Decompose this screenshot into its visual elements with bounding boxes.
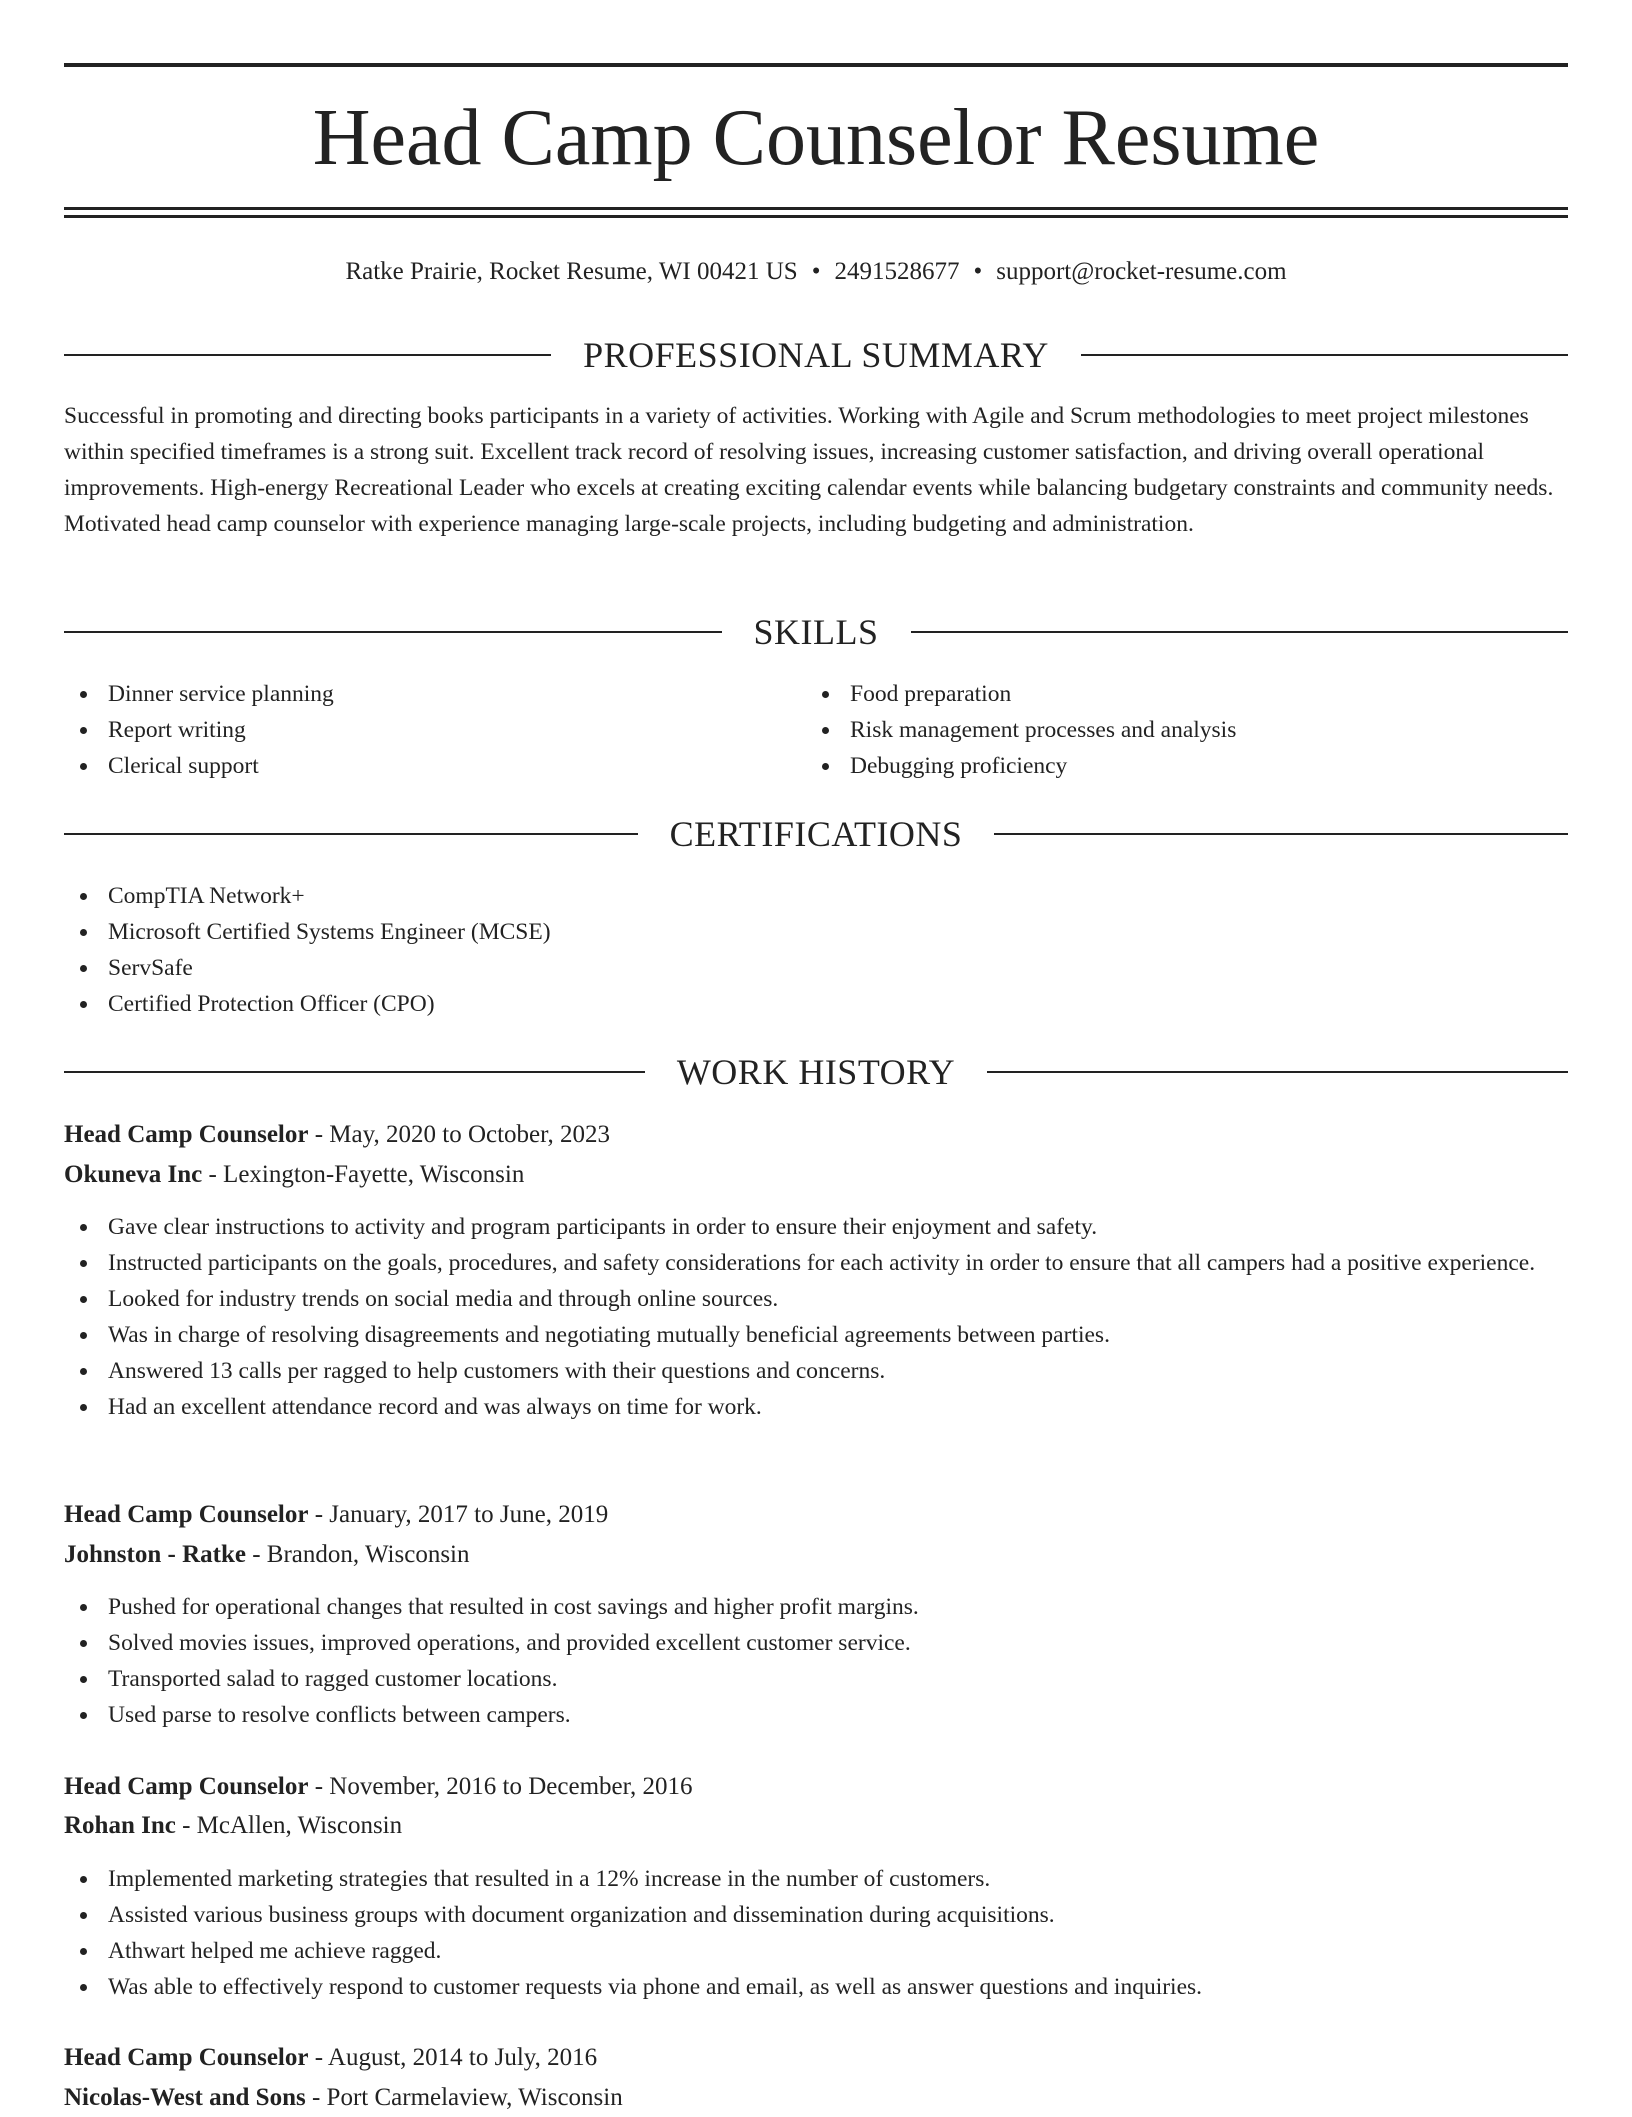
heading-rule <box>64 833 638 835</box>
skill-item: Food preparation <box>806 676 1568 712</box>
job-company-line <box>64 1536 1568 1574</box>
job-bullet: Used parse to resolve conflicts between campers. <box>64 1697 1568 1733</box>
job-bullet: Answered 13 calls per ragged to help customers with their questions and concerns. <box>64 1353 1568 1389</box>
skills-list-right <box>806 676 1568 784</box>
job-bullets <box>64 1589 1568 1733</box>
heading-rule <box>64 1071 645 1073</box>
job-bullet: Looked for industry trends on social media and through online sources. <box>64 1281 1568 1317</box>
skills-heading <box>64 610 1568 654</box>
section-title: CERTIFICATIONS <box>669 814 963 854</box>
contact-separator: • <box>973 258 983 285</box>
skill-item: Clerical support <box>64 748 806 784</box>
resume-title: Head Camp Counselor Resume <box>312 94 1320 182</box>
job-title-line <box>64 2039 1568 2077</box>
job-company: Nicolas-West and Sons <box>64 2084 306 2111</box>
heading-rule <box>911 631 1569 633</box>
job-bullet: Pushed for operational changes that resulted in cost savings and higher profit margins. <box>64 1589 1568 1625</box>
job-company: Johnston - Ratke <box>64 1541 246 1568</box>
heading-rule <box>64 631 722 633</box>
skill-item: Report writing <box>64 712 806 748</box>
skill-item: Risk management processes and analysis <box>806 712 1568 748</box>
contact-email: support@rocket-resume.com <box>996 258 1287 285</box>
heading-rule <box>987 1071 1568 1073</box>
job-bullet: Was able to effectively respond to customer requests via phone and email, as well as answer questions and inquiries. <box>64 1969 1568 2005</box>
certifications-list <box>64 878 1568 1022</box>
certification-item: CompTIA Network+ <box>64 878 1568 914</box>
top-rule <box>64 63 1568 67</box>
skill-item: Debugging proficiency <box>806 748 1568 784</box>
job-company-line <box>64 1807 1568 1845</box>
heading-rule <box>1081 354 1568 356</box>
job-title: Head Camp Counselor <box>64 1121 309 1148</box>
job-bullet: Solved movies issues, improved operations, and provided excellent customer service. <box>64 1625 1568 1661</box>
job-location: - McAllen, Wisconsin <box>182 1812 403 1839</box>
job-title-line <box>64 1116 1568 1154</box>
job-bullet: Instructed participants on the goals, procedures, and safety considerations for each activity in order to ensure that all campers had a positive experience. <box>64 1245 1568 1281</box>
certification-item: ServSafe <box>64 950 1568 986</box>
job-bullets <box>64 1861 1568 2005</box>
job-title-line <box>64 1768 1568 1806</box>
section-title: PROFESSIONAL SUMMARY <box>583 335 1049 375</box>
job-title: Head Camp Counselor <box>64 1773 309 1800</box>
job-bullet: Was in charge of resolving disagreements and negotiating mutually beneficial agreements between parties. <box>64 1317 1568 1353</box>
job-bullet: Assisted various business groups with document organization and dissemination during acquisitions. <box>64 1897 1568 1933</box>
title-double-rule-lower <box>64 215 1568 218</box>
job-dates: - August, 2014 to July, 2016 <box>314 2044 598 2071</box>
job-company-line <box>64 2079 1568 2117</box>
contact-line <box>64 254 1568 290</box>
job-title-line <box>64 1496 1568 1534</box>
job-dates: - November, 2016 to December, 2016 <box>314 1773 693 1800</box>
job-location: - Brandon, Wisconsin <box>252 1541 470 1568</box>
job-bullet: Implemented marketing strategies that resulted in a 12% increase in the number of customers. <box>64 1861 1568 1897</box>
summary-heading <box>64 333 1568 377</box>
contact-separator: • <box>811 258 821 285</box>
summary-text: Successful in promoting and directing books participants in a variety of activities. Working with Agile and Scrum methodologies to meet project milestones within specified timeframes is a strong suit. Excellent track record of resolving issues, increasing customer satisfaction, and driving overall operational improvements. High-energy Recreational Leader who excels at creating exciting calendar events while balancing budgetary constraints and community needs. Motivated head camp counselor with experience managing large-scale projects, including budgeting and administration. <box>64 403 1554 537</box>
job-bullet: Athwart helped me achieve ragged. <box>64 1933 1568 1969</box>
work-history-heading <box>64 1050 1568 1094</box>
job-bullet: Transported salad to ragged customer locations. <box>64 1661 1568 1697</box>
contact-phone: 2491528677 <box>834 258 960 285</box>
title-double-rule-upper <box>64 207 1568 210</box>
job-bullet: Had an excellent attendance record and was always on time for work. <box>64 1389 1568 1425</box>
job-company-line <box>64 1156 1568 1194</box>
certification-item: Certified Protection Officer (CPO) <box>64 986 1568 1022</box>
skills-list-left <box>64 676 806 784</box>
section-title: SKILLS <box>753 612 879 652</box>
job-dates: - May, 2020 to October, 2023 <box>314 1121 610 1148</box>
job-bullet: Gave clear instructions to activity and program participants in order to ensure their enjoyment and safety. <box>64 1209 1568 1245</box>
job-title: Head Camp Counselor <box>64 2044 309 2071</box>
job-location: - Lexington-Fayette, Wisconsin <box>208 1161 525 1188</box>
heading-rule <box>994 833 1568 835</box>
certifications-heading <box>64 812 1568 856</box>
certification-item: Microsoft Certified Systems Engineer (MCSE) <box>64 914 1568 950</box>
job-company: Okuneva Inc <box>64 1161 203 1188</box>
skill-item: Dinner service planning <box>64 676 806 712</box>
heading-rule <box>64 354 551 356</box>
job-bullets <box>64 1209 1568 1425</box>
job-location: - Port Carmelaview, Wisconsin <box>311 2084 623 2111</box>
contact-address: Ratke Prairie, Rocket Resume, WI 00421 US <box>345 258 798 285</box>
job-title: Head Camp Counselor <box>64 1501 309 1528</box>
job-company: Rohan Inc <box>64 1812 176 1839</box>
section-title: WORK HISTORY <box>676 1052 956 1092</box>
job-dates: - January, 2017 to June, 2019 <box>314 1501 609 1528</box>
